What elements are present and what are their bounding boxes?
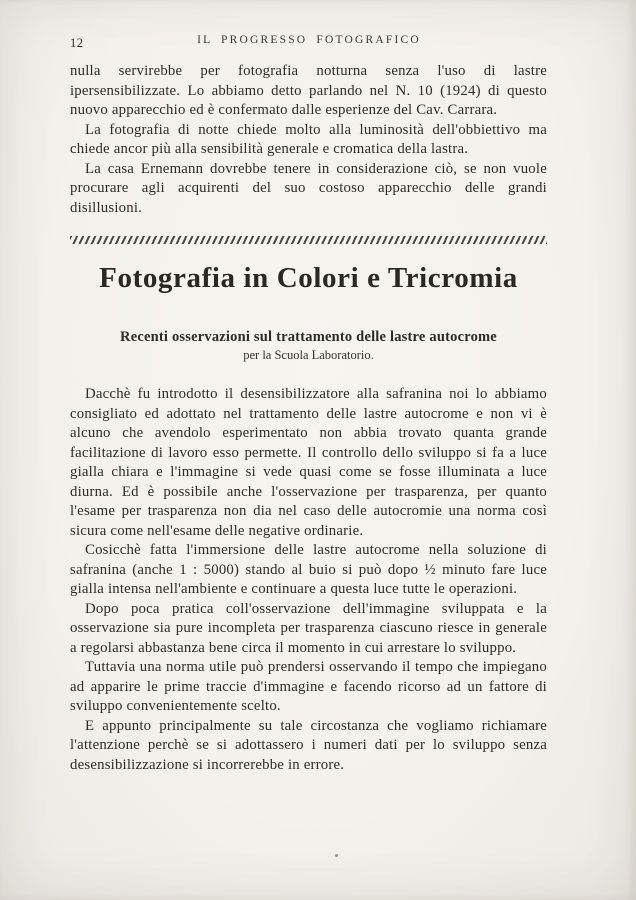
section-divider — [70, 236, 547, 244]
article-paragraph: Tuttavia una norma utile può prendersi osservando il tempo che impiegano ad apparire le prime traccie d'immagine e facendo ricorso ad un fattore di sviluppo convenientemente scelto. — [70, 659, 547, 714]
scan-artifact-dot — [335, 854, 338, 857]
article-paragraph: E appunto principalmente su tale circostanza che vogliamo richiamare l'attenzione perchè se si adottassero i numeri dati per lo sviluppo senza desensibilizzazione si incorrerebbe in errore. — [70, 717, 547, 773]
article-subtitle: Recenti osservazioni sul trattamento delle lastre autocrome — [120, 329, 497, 345]
page-number: 12 — [70, 36, 84, 50]
text-column — [70, 62, 547, 775]
article-byline: per la Scuola Laboratorio. — [243, 348, 374, 362]
intro-paragraph: La fotografia di notte chiede molto alla luminosità dell'obbiettivo ma chiede ancor più alla sensibilità generale e cromatica della lastra. — [70, 121, 547, 157]
article-title: Fotografia in Colori e Tricromia — [99, 262, 518, 294]
article-paragraph: Cosicchè fatta l'immersione delle lastre autocrome nella soluzione di safranina (anche 1 : 5000) stando al buio si può dopo ½ minuto fare luce gialla intensa nell'ambiente e continuare a questa luce tutte le operazioni. — [70, 542, 547, 597]
article-body — [70, 385, 547, 775]
intro-paragraph: nulla servirebbe per fotografia notturna senza l'uso di lastre ipersensibilizzate. Lo abbiamo detto parlando nel N. 10 (1924) di questo nuovo apparecchio ed è confermato dalle esperienze del Cav. Carrara. — [70, 63, 547, 118]
article-paragraph: Dopo poca pratica coll'osservazione dell'immagine sviluppata e la osservazione sia pure incompleta per trasparenza ciascuno riesce in generale a regolarsi abbastanza bene circa il momento in cui arrestare lo sviluppo. — [70, 600, 547, 656]
journal-title: IL PROGRESSO FOTOGRAFICO — [197, 34, 421, 46]
article-paragraph: Dacchè fu introdotto il desensibilizzatore alla safranina noi lo abbiamo consigliato ed adottato nel trattamento delle lastre autocrome e non vi è alcuno che avendolo esperimentato non abbia trovato quanta grande facilitazione di lavoro esso permette. Il controllo dello sviluppo si fa a luce gialla chiara e l'immagine si vede quasi come se fosse illuminata a luce diurna. Ed è possibile anche l'osservazione per trasparenza, per quanto l'esame per trasparenza non dia nel caso delle autocromie una norma così sicura come nell'esame delle negative ordinarie. — [70, 386, 547, 539]
intro-section — [70, 62, 547, 218]
intro-paragraph: La casa Ernemann dovrebbe tenere in considerazione ciò, se non vuole procurare agli acquirenti del suo costoso apparecchio delle grandi disillusioni. — [70, 160, 547, 216]
running-header — [70, 34, 548, 52]
